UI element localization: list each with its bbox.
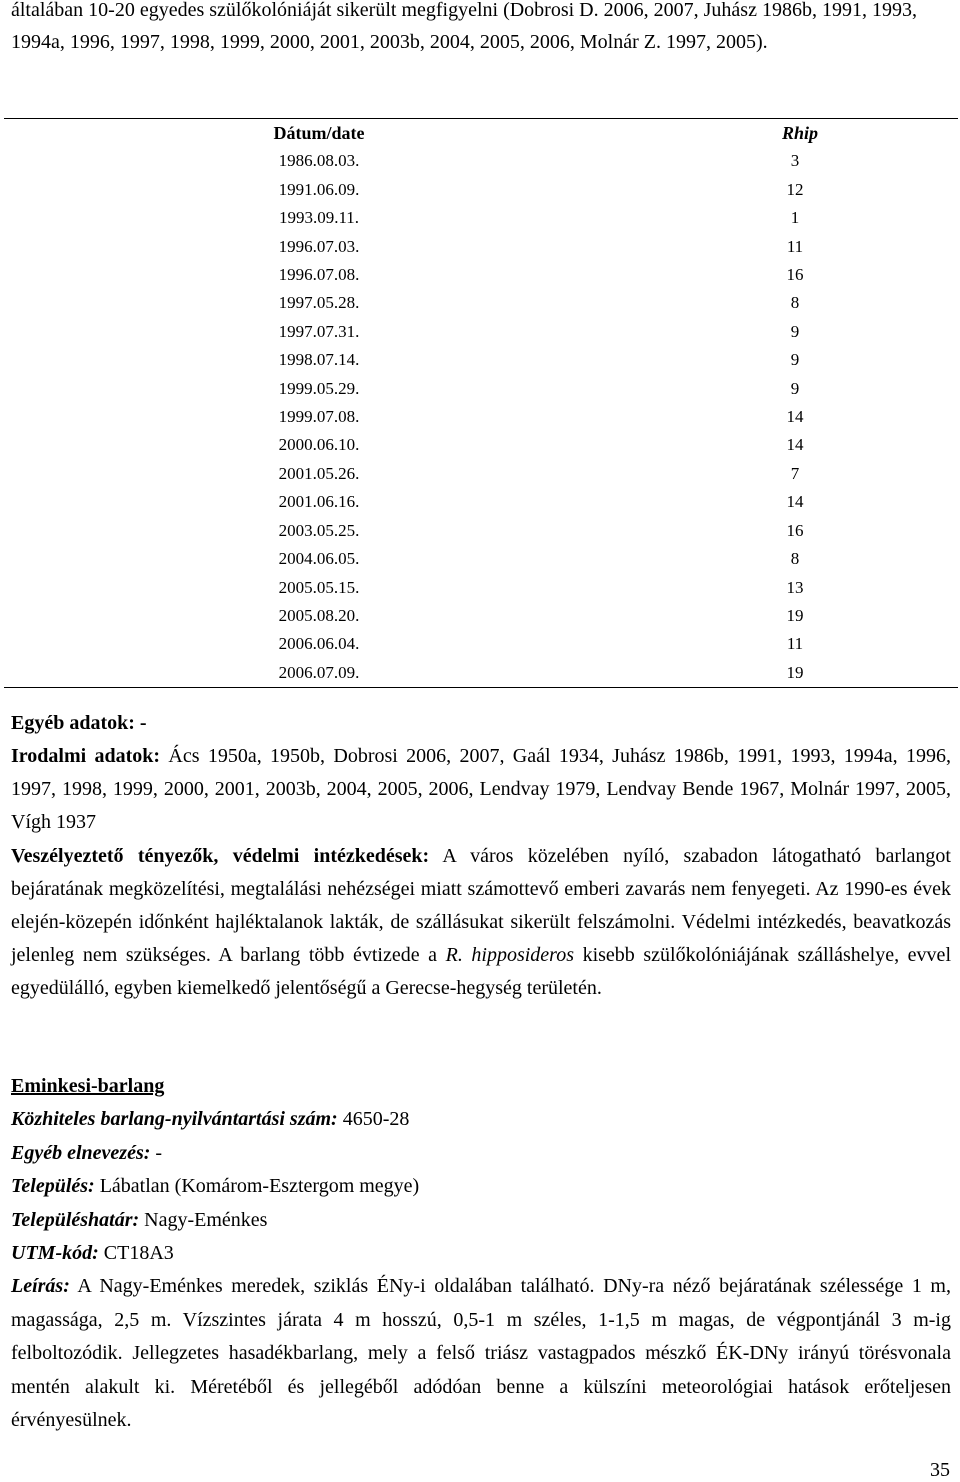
table-header-row: [4, 119, 958, 148]
cell-rhip-value: 9: [790, 321, 800, 341]
field-value: 4650-28: [337, 1108, 410, 1130]
cell-date: 1999.05.29.: [278, 378, 360, 398]
field-utm-kod: [11, 1237, 951, 1270]
cell-rhip: [634, 204, 958, 232]
cell-rhip: [634, 261, 958, 289]
cell-rhip-value: 14: [786, 435, 804, 455]
cell-rhip: [634, 147, 958, 175]
cell-date: 1997.05.28.: [278, 293, 360, 313]
species-name: hipposideros: [471, 944, 575, 966]
veszelyezteto-label: Veszélyeztető tényezők, védelmi intézkedések:: [11, 845, 430, 867]
field-label: UTM-kód:: [11, 1242, 99, 1264]
cell-date: 2003.05.25.: [278, 520, 360, 540]
table-row: [4, 517, 958, 545]
veszelyezteto-paragraph: [11, 840, 951, 1005]
field-nyilvantartasi-szam: [11, 1103, 951, 1136]
veszelyezteto-text-b: kisebb szülőkolóniájának szálláshelye, evvel egyedülálló, egyben kiemelkedő jelentőségű a Gerecse-hegység területén.: [11, 944, 951, 999]
cell-date: 2005.05.15.: [278, 577, 360, 597]
cell-rhip: [634, 233, 958, 261]
cell-rhip: [634, 602, 958, 630]
irodalmi-adatok-value: Ács 1950a, 1950b, Dobrosi 2006, 2007, Gaál 1934, Juhász 1986b, 1991, 1993, 1994a, 1996, 1997, 1998, 1999, 2000, 2001, 2003b, 2004, 2005, 2006, Lendvay 1979, Lendvay Bende 1967, Molnár 1997, 2005, Vígh 1937: [11, 745, 952, 833]
cell-rhip-value: 14: [786, 407, 804, 427]
cell-rhip: [634, 289, 958, 317]
cell-rhip-value: 12: [786, 179, 804, 199]
cell-date: 1997.07.31.: [278, 321, 360, 341]
field-value: Lábatlan (Komárom-Esztergom megye): [94, 1175, 420, 1197]
field-label: Településhatár:: [11, 1208, 140, 1231]
cell-rhip-value: 19: [786, 605, 804, 625]
egyeb-adatok-label: Egyéb adatok:: [11, 712, 135, 734]
cell-date: 2001.05.26.: [278, 463, 360, 483]
cell-date: 2006.07.09.: [4, 659, 634, 688]
leiras-paragraph: [11, 1270, 951, 1438]
field-value: -: [150, 1141, 163, 1164]
cell-date: 2006.06.04.: [278, 634, 360, 654]
cell-rhip-value: 1: [790, 208, 800, 228]
cell-rhip-value: 19: [786, 662, 804, 682]
table-row: [4, 659, 958, 688]
field-egyeb-elnevezes: [11, 1137, 951, 1170]
egyeb-adatok-value: -: [134, 712, 147, 734]
cell-rhip: [634, 517, 958, 545]
table-row: [4, 431, 958, 459]
cell-rhip-value: 16: [786, 520, 804, 540]
table-row: [4, 176, 958, 204]
table-row: [4, 204, 958, 232]
cell-rhip-value: 9: [790, 378, 800, 398]
cell-rhip-value: 7: [790, 463, 800, 483]
species-genus: R.: [445, 944, 463, 966]
cell-rhip-value: 3: [790, 151, 800, 171]
cell-rhip: [634, 460, 958, 488]
table-row: [4, 147, 958, 175]
cell-rhip: [634, 176, 958, 204]
cell-date: 1999.07.08.: [278, 407, 360, 427]
irodalmi-adatok-paragraph: [11, 740, 951, 839]
table-row: [4, 375, 958, 403]
field-label: Közhiteles barlang-nyilvántartási szám:: [11, 1108, 338, 1130]
cell-date: 1998.07.14.: [278, 350, 360, 370]
table-body: [4, 147, 958, 687]
cell-rhip-value: 11: [786, 634, 804, 654]
cell-rhip-value: 13: [786, 577, 804, 597]
table-row: [4, 630, 958, 658]
cell-rhip: [634, 659, 958, 688]
observation-table: [4, 118, 958, 688]
table-row: [4, 346, 958, 374]
field-telepuleshatar: [11, 1204, 951, 1237]
cell-rhip-value: 14: [786, 492, 804, 512]
cell-date: 1991.06.09.: [278, 179, 360, 199]
field-telepules: [11, 1170, 951, 1203]
cell-date: 2001.06.16.: [278, 492, 360, 512]
cell-date: 1996.07.08.: [278, 265, 360, 285]
cell-rhip: [634, 375, 958, 403]
column-header-rhip-label: Rhip: [782, 123, 819, 143]
leiras-value: A Nagy-Eménkes meredek, sziklás ÉNy-i oldalában található. DNy-ra néző bejáratának szélessége 1 m, magassága, 2,5 m. Vízszintes járata 4 m hosszú, 0,5-1 m széles, 1-1,5 m magas, de végpontjánál 3 m-ig felboltozódik. Jellegzetes hasadékbarlang, mely a felső triász vastagpados mészkő ÉK-DNy irányú törésvonala mentén alakult ki. Méretéből és jellegéből adódóan benne a külszíni meteorológiai hatások erőteljesen érvényesülnek.: [11, 1275, 951, 1431]
table-row: [4, 545, 958, 573]
cell-date: 1996.07.03.: [278, 236, 360, 256]
column-header-rhip: [634, 119, 958, 148]
cell-date: 2004.06.05.: [278, 549, 360, 569]
column-header-date: Dátum/date: [4, 119, 634, 148]
field-label: Település:: [11, 1175, 95, 1197]
table-row: [4, 261, 958, 289]
table-row: [4, 602, 958, 630]
irodalmi-adatok-label: Irodalmi adatok:: [11, 745, 161, 767]
egyeb-adatok-line: [11, 707, 951, 740]
cell-rhip: [634, 488, 958, 516]
table-row: [4, 460, 958, 488]
cell-rhip: [634, 318, 958, 346]
cell-rhip-value: 16: [786, 265, 804, 285]
field-value: CT18A3: [98, 1242, 174, 1264]
table-row: [4, 488, 958, 516]
cell-rhip-value: 9: [790, 350, 800, 370]
field-label: Egyéb elnevezés:: [11, 1141, 151, 1164]
cell-rhip: [634, 431, 958, 459]
cave-title: [11, 1070, 951, 1103]
cell-date: 1993.09.11.: [278, 208, 360, 228]
cell-rhip: [634, 346, 958, 374]
cell-rhip-value: 8: [790, 293, 800, 313]
table-row: [4, 403, 958, 431]
cell-rhip: [634, 630, 958, 658]
cell-date: 2005.08.20.: [278, 605, 360, 625]
cell-rhip-value: 11: [786, 236, 804, 256]
cell-rhip-value: 8: [790, 549, 800, 569]
veszelyezteto-text-a: A város közelében nyíló, szabadon látogatható barlangot bejáratának megközelítési, megtalálási nehézségei miatt számottevő emberi zavarás nem fenyegeti. Az 1990-es évek elején-közepén időnként hajléktalanok lakták, de szállásukat sikerült felszámolni. Védelmi intézkedés, beavatkozás jelenleg nem szükséges. A barlang több évtizede a: [11, 845, 951, 966]
cell-date: 1986.08.03.: [278, 151, 360, 171]
field-value: Nagy-Eménkes: [139, 1208, 268, 1231]
cell-rhip: [634, 545, 958, 573]
table-row: [4, 318, 958, 346]
cave-title-text: Eminkesi-barlang: [11, 1075, 165, 1097]
cell-rhip: [634, 403, 958, 431]
cell-rhip: [634, 574, 958, 602]
intro-paragraph: általában 10-20 egyedes szülőkolóniáját sikerült megfigyelni (Dobrosi D. 2006, 2007, Juhász 1986b, 1991, 1993, 1994a, 1996, 1997, 1998, 1999, 2000, 2001, 2003b, 2004, 2005, 2006, Molnár Z. 1997, 2005).: [11, 0, 917, 53]
table-row: [4, 289, 958, 317]
table-row: [4, 574, 958, 602]
cell-date: 2000.06.10.: [278, 435, 360, 455]
table-row: [4, 233, 958, 261]
page-number: 35: [930, 1459, 950, 1481]
leiras-label: Leírás:: [11, 1275, 70, 1297]
